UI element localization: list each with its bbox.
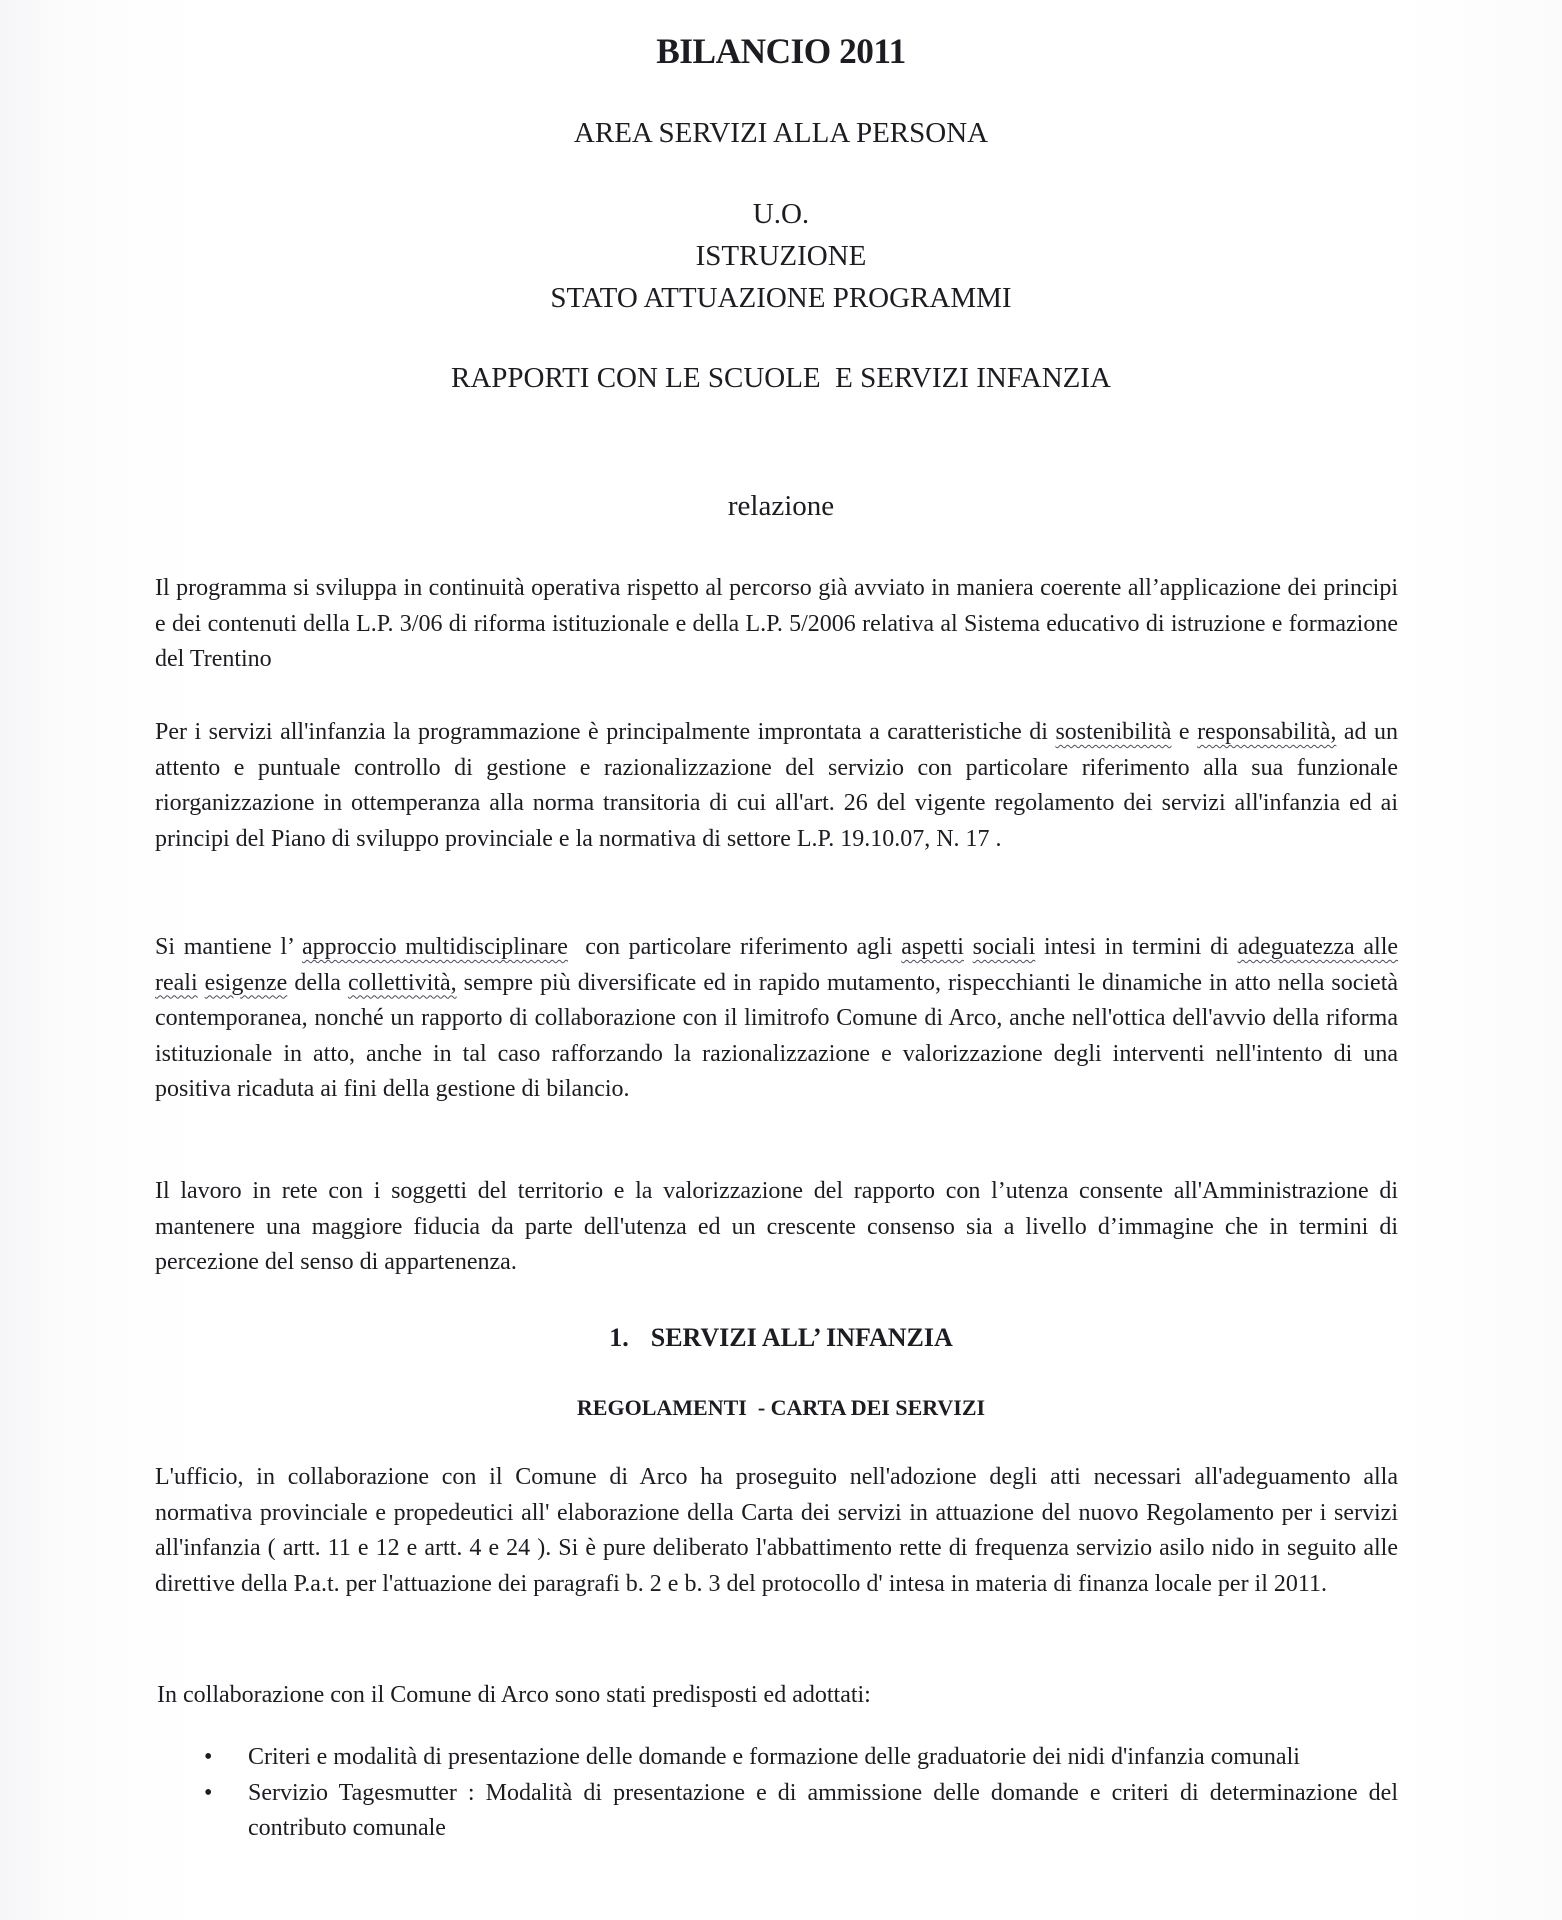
text: con particolare riferimento agli <box>567 934 902 960</box>
program-heading: RAPPORTI CON LE SCUOLE E SERVIZI INFANZIA <box>451 362 1111 394</box>
text <box>198 970 205 996</box>
section-heading <box>0 1323 1562 1353</box>
unit-heading: U.O. <box>752 198 810 230</box>
underlined-text: adeguatezza alle reali <box>155 934 1399 996</box>
text: della <box>287 969 348 996</box>
text: intesi in termini di <box>1035 934 1238 960</box>
paragraph-network: Il lavoro in rete con i soggetti del territorio e la valorizzazione del rapporto con l’utenza consente all'Amministrazione di mantenere una maggiore fiducia da parte dell'utenza ed un crescente consenso sia a livello d’immagine che in termini di percezione del senso di appartenenza. <box>155 1178 1398 1275</box>
underlined-text: collettività, <box>348 969 457 996</box>
document-title: BILANCIO 2011 <box>656 31 906 71</box>
office-heading: ISTRUZIONE <box>695 240 867 272</box>
list-item <box>200 1776 1398 1847</box>
bullet-icon: • <box>204 1744 213 1770</box>
text: Per i servizi all'infanzia la programmazione è principalmente improntata a caratteristiche di <box>155 719 1056 745</box>
underlined-text: aspetti <box>901 934 964 960</box>
text <box>964 934 973 960</box>
paragraph-multidisciplinary <box>155 930 1398 1108</box>
bullet-icon: • <box>204 1779 213 1806</box>
list-item-text: Criteri e modalità di presentazione delle domande e formazione delle graduatorie dei nidi d'infanzia comunali <box>248 1744 1300 1770</box>
underlined-text: approccio multidisciplinare <box>301 934 568 960</box>
underlined-text: sostenibilità <box>1055 719 1172 745</box>
text: sempre più diversificate ed in rapido mutamento, rispecchianti le dinamiche in atto nella società contemporanea, nonché un rapporto di collaborazione con il limitrofo Comune di Arco, anche nell'ottica dell'avvio della riforma istituzionale in atto, anche in tal caso rafforzando la razionalizzazione e valorizzazione degli interventi nell'intento di una positiva ricaduta ai fini della gestione di bilancio. <box>155 969 1399 1102</box>
subsection-heading: REGOLAMENTI - CARTA DEI SERVIZI <box>576 1395 986 1420</box>
list-item-text: Servizio Tagesmutter : Modalità di presentazione e di ammissione delle domande e criteri di determinazione del contributo comunale <box>248 1779 1398 1841</box>
paragraph-adopted-intro: In collaborazione con il Comune di Arco sono stati predisposti ed adottati: <box>157 1682 871 1708</box>
list-item <box>200 1740 1398 1776</box>
underlined-text: esigenze <box>204 969 288 996</box>
area-heading: AREA SERVIZI ALLA PERSONA <box>573 117 989 149</box>
section-title: SERVIZI ALL’ INFANZIA <box>650 1323 953 1352</box>
text: ad un attento e puntuale controllo di gestione e razionalizzazione del servizio con particolare riferimento alla sua funzionale riorganizzazione in ottemperanza alla norma transitoria di cui all'art. 26 del vigente regolamento dei servizi all'infanzia ed ai principi del Piano di sviluppo provinciale e la normativa di settore L.P. 19.10.07, N. 17 . <box>155 719 1398 852</box>
text: Si mantiene l’ <box>155 934 302 960</box>
paragraph-office: L'ufficio, in collaborazione con il Comune di Arco ha proseguito nell'adozione degli atti necessari all'adeguamento alla normativa provinciale e propedeutici all' elaborazione della Carta dei servizi in attuazione del nuovo Regolamento per i servizi all'infanzia ( artt. 11 e 12 e artt. 4 e 24 ). Si è pure deliberato l'abbattimento rette di frequenza servizio asilo nido in seguito alle direttive della P.a.t. per l'attuazione dei paragrafi b. 2 e b. 3 del protocollo d' intesa in materia di finanza locale per il 2011. <box>155 1464 1398 1597</box>
text: e <box>1171 719 1198 745</box>
underlined-text: responsabilità, <box>1197 719 1337 745</box>
report-label: relazione <box>727 490 835 522</box>
underlined-text: sociali <box>972 934 1036 960</box>
paragraph-infancy-services <box>155 715 1398 857</box>
subtitle-heading: STATO ATTUAZIONE PROGRAMMI <box>550 282 1012 314</box>
section-number: 1. <box>609 1323 629 1352</box>
adopted-list <box>200 1740 1398 1847</box>
paragraph-intro: Il programma si sviluppa in continuità operativa rispetto al percorso già avviato in maniera coerente all’applicazione dei principi e dei contenuti della L.P. 3/06 di riforma istituzionale e della L.P. 5/2006 relativa al Sistema educativo di istruzione e formazione del Trentino <box>155 575 1398 672</box>
